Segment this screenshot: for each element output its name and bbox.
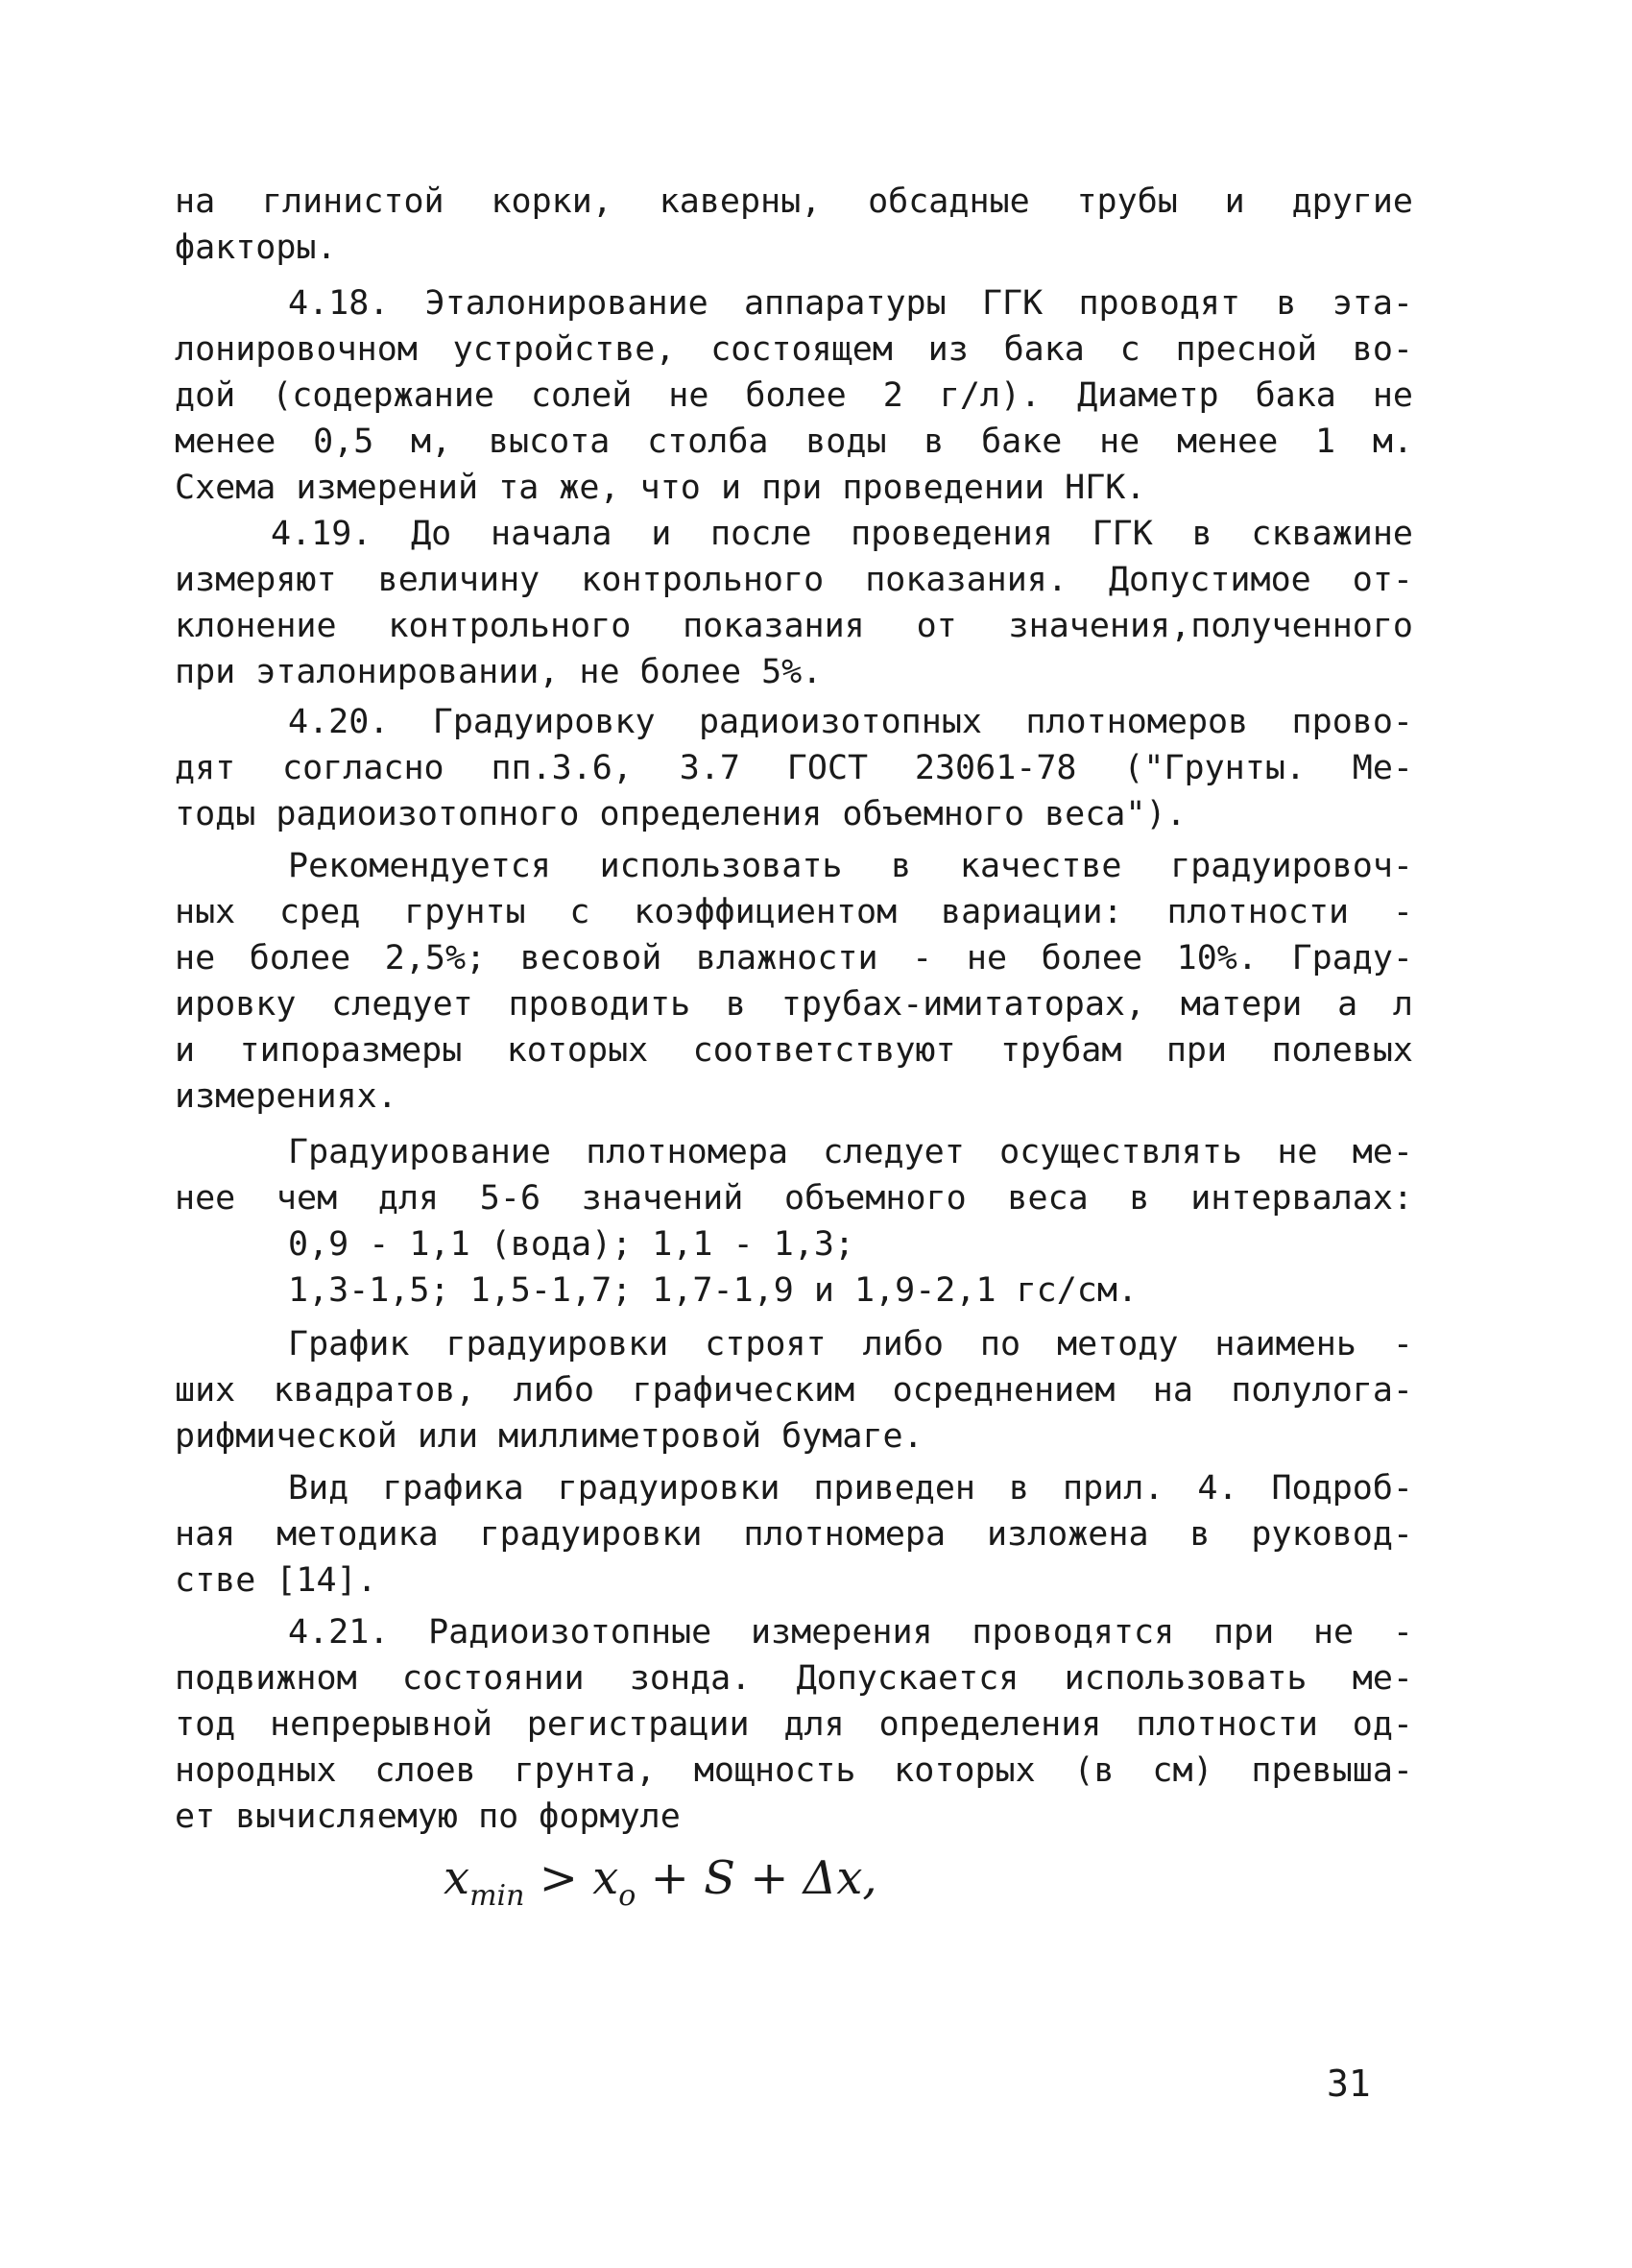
text-line: нее чем для 5-6 значений объемного веса в интервалах: (175, 1179, 1413, 1218)
document-page (175, 179, 1413, 2176)
text-line: лонировочном устройстве, состоящем из бака с пресной во- (175, 330, 1413, 369)
text-line: измеряют величину контрольного показания. Допустимое от- (175, 561, 1413, 599)
text-line: измерениях. (175, 1077, 397, 1116)
text-line: менее 0,5 м, высота столба воды в баке не менее 1 м. (175, 422, 1413, 461)
interval-line: 0,9 - 1,1 (вода); 1,1 - 1,3; (288, 1225, 855, 1264)
formula-rest: + S + Δx, (636, 1851, 877, 1905)
text-line: и типоразмеры которых соответствуют трубам при полевых (175, 1031, 1413, 1070)
text-line: ет вычисляемую по формуле (175, 1798, 681, 1836)
interval-line: 1,3-1,5; 1,5-1,7; 1,7-1,9 и 1,9-2,1 гс/см. (288, 1271, 1139, 1310)
paragraph-calibration-start: Градуирование плотномера следует осуществлять не ме- (288, 1133, 1413, 1171)
text-line: подвижном состоянии зонда. Допускается использовать ме- (175, 1659, 1413, 1698)
text-line: дой (содержание солей не более 2 г/л). Диаметр бака не (175, 376, 1413, 415)
text-line: нородных слоев грунта, мощность которых (в см) превыша- (175, 1751, 1413, 1790)
paragraph-recommendation-start: Рекомендуется использовать в качестве градуировоч- (288, 847, 1413, 885)
text-line: ных сред грунты с коэффициентом вариации: плотности - (175, 893, 1413, 931)
formula-term-subscript: o (618, 1879, 636, 1913)
text-line: Схема измерений та же, что и при проведении НГК. (175, 469, 1146, 507)
text-line: дят согласно пп.3.6, 3.7 ГОСТ 23061-78 ("Грунты. Ме- (175, 749, 1413, 787)
formula-term: x (592, 1851, 619, 1905)
page-number: 31 (1327, 2063, 1371, 2105)
text-line: ная методика градуировки плотномера изложена в руковод- (175, 1515, 1413, 1554)
formula-operator: > (524, 1851, 593, 1905)
text-line: ших квадратов, либо графическим осреднением на полулога- (175, 1371, 1413, 1410)
text-line: тоды радиоизотопного определения объемного веса"). (175, 795, 1187, 833)
paragraph-graph-start: График градуировки строят либо по методу наимень - (288, 1325, 1413, 1363)
paragraph-4-19-start: 4.19. До начала и после проведения ГГК в скважине (271, 515, 1413, 553)
paragraph-4-20-start: 4.20. Градуировку радиоизотопных плотномеров прово- (288, 703, 1413, 741)
formula-lhs: x (444, 1851, 470, 1905)
text-line: не более 2,5%; весовой влажности - не более 10%. Граду- (175, 939, 1413, 977)
formula-lhs-subscript: min (469, 1879, 525, 1913)
text-line: ировку следует проводить в трубах-имитаторах, матери а л (175, 985, 1413, 1024)
paragraph-4-21-start: 4.21. Радиоизотопные измерения проводятся при не - (288, 1613, 1413, 1652)
paragraph-graph-view-start: Вид графика градуировки приведен в прил. 4. Подроб- (288, 1469, 1413, 1508)
text-line: на глинистой корки, каверны, обсадные трубы и другие (175, 182, 1413, 221)
text-line: клонение контрольного показания от значения,полученного (175, 607, 1413, 645)
paragraph-4-18-start: 4.18. Эталонирование аппаратуры ГГК проводят в эта- (288, 284, 1413, 323)
text-line: стве [14]. (175, 1561, 377, 1600)
text-line: при эталонировании, не более 5%. (175, 653, 823, 691)
text-line: факторы. (175, 229, 337, 267)
formula (444, 1849, 877, 1925)
text-line: рифмической или миллиметровой бумаге. (175, 1417, 924, 1456)
text-line: тод непрерывной регистрации для определения плотности од- (175, 1705, 1413, 1744)
